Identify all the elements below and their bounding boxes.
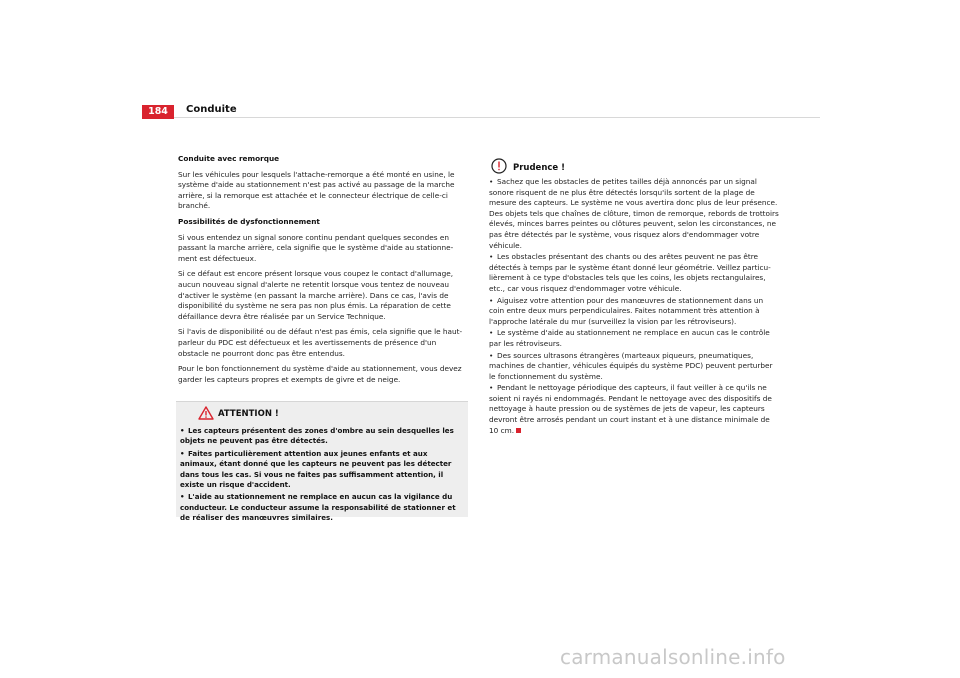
section-title: Conduite (186, 104, 237, 115)
list-item: • Les obstacles présentant des chants ou des arêtes peuvent ne pas être détectés à temps par le système étant donné leur géométrie. Veillez particu-lièrement à ce type d'obstacles tels que les coins, les objets rectangulaires, etc., car vous risquez d'endommager votre véhicule. (489, 252, 771, 293)
warning-triangle-icon (198, 405, 214, 424)
subheading-trailer: Conduite avec remorque (178, 154, 280, 163)
watermark: carmanualsonline.info (560, 645, 786, 669)
list-item: • Sachez que les obstacles de petites tailles déjà annoncés par un signal sonore risquent de ne plus être détectés lorsqu'ils sortent de la plage de mesure des capteurs. Le système ne vous avertira donc plus de leur présence. Des objets tels que chaînes de clôture, timon de remorque, rebords de trottoirs élevés, minces barres peintes ou clôtures peuvent, selon les circonstances, ne pas être détectés par le système, vous risquez alors d'endommager votre véhicule. (489, 177, 779, 250)
attention-header (198, 406, 279, 422)
attention-box (176, 401, 468, 523)
paragraph: Pour le bon fonctionnement du système d'aide au stationnement, vous devez garder les capteurs propres et exempts de givre et de neige. (178, 364, 462, 384)
list-item: • Des sources ultrasons étrangères (marteaux piqueurs, pneumatiques, machines de chantier, véhicules équipés du système PDC) peuvent perturber le fonctionnement du système. (489, 350, 773, 381)
attention-title: ATTENTION ! (218, 409, 279, 419)
list-item: • Les capteurs présentent des zones d'ombre au sein desquelles les objets ne peuvent pas être détectés. (180, 426, 454, 446)
list-item: • Faites particulièrement attention aux jeunes enfants et aux animaux, étant donné que les capteurs ne peuvent pas les détecter dans tous les cas. Si vous ne faites pas suffisamment attention, il existe un risque d'accident. (180, 448, 452, 490)
prudence-list (489, 177, 779, 437)
attention-list (180, 426, 466, 526)
header-rule (142, 117, 820, 118)
paragraph: Sur les véhicules pour lesquels l'attache-remorque a été monté en usine, le système d'aide au stationnement n'est pas activé au passage de la marche arrière, si la remorque est attachée et le connecteur électrique de celle-ci branché. (178, 169, 455, 211)
list-item: • Aiguisez votre attention pour des manœuvres de stationnement dans un coin entre deux murs perpendiculaires. Faites notamment très attention à l'approche latérale du mur (surveillez la vision par les rétroviseurs). (489, 295, 764, 326)
list-item: • Le système d'aide au stationnement ne remplace en aucun cas le contrôle par les rétroviseurs. (489, 328, 770, 348)
paragraph: Si l'avis de disponibilité ou de défaut n'est pas émis, cela signifie que le haut-parleur du PDC est défectueux et les avertissements de présence d'un obstacle ne pourront donc pas être entendus. (178, 327, 463, 358)
exclamation-circle-icon (491, 158, 507, 178)
list-item: • L'aide au stationnement ne remplace en aucun cas la vigilance du conducteur. Le conducteur assume la responsabilité de stationner et de réaliser des manœuvres similaires. (180, 492, 456, 523)
subheading-malfunction: Possibilités de dysfonctionnement (178, 216, 320, 226)
list-item: • Pendant le nettoyage périodique des capteurs, il faut veiller à ce qu'ils ne soient ni rayés ni endommagés. Pendant le nettoyage avec des dispositifs de nettoyage à haute pression ou de systèmes de jets de vapeur, les capteurs devront être arrosés pendant un court instant et à une distance minimale de 10 cm. (489, 383, 772, 435)
left-column (178, 154, 468, 390)
paragraph: Si ce défaut est encore présent lorsque vous coupez le contact d'allumage, aucun nouveau signal d'alerte ne retentit lorsque vous tentez de nouveau d'activer le système (en passant la marche arrière). Dans ce cas, l'avis de disponibilité du système ne sera pas non plus émis. La réparation de cette défaillance devra être réalisée par un Service Technique. (178, 269, 454, 321)
prudence-header (491, 160, 565, 176)
paragraph: Si vous entendez un signal sonore continu pendant quelques secondes en passant la marche arrière, cela signifie que le système d'aide au stationne-ment est défectueux. (178, 232, 454, 263)
prudence-title: Prudence ! (513, 163, 566, 173)
end-square-icon (516, 428, 521, 433)
page-number: 184 (142, 105, 174, 119)
